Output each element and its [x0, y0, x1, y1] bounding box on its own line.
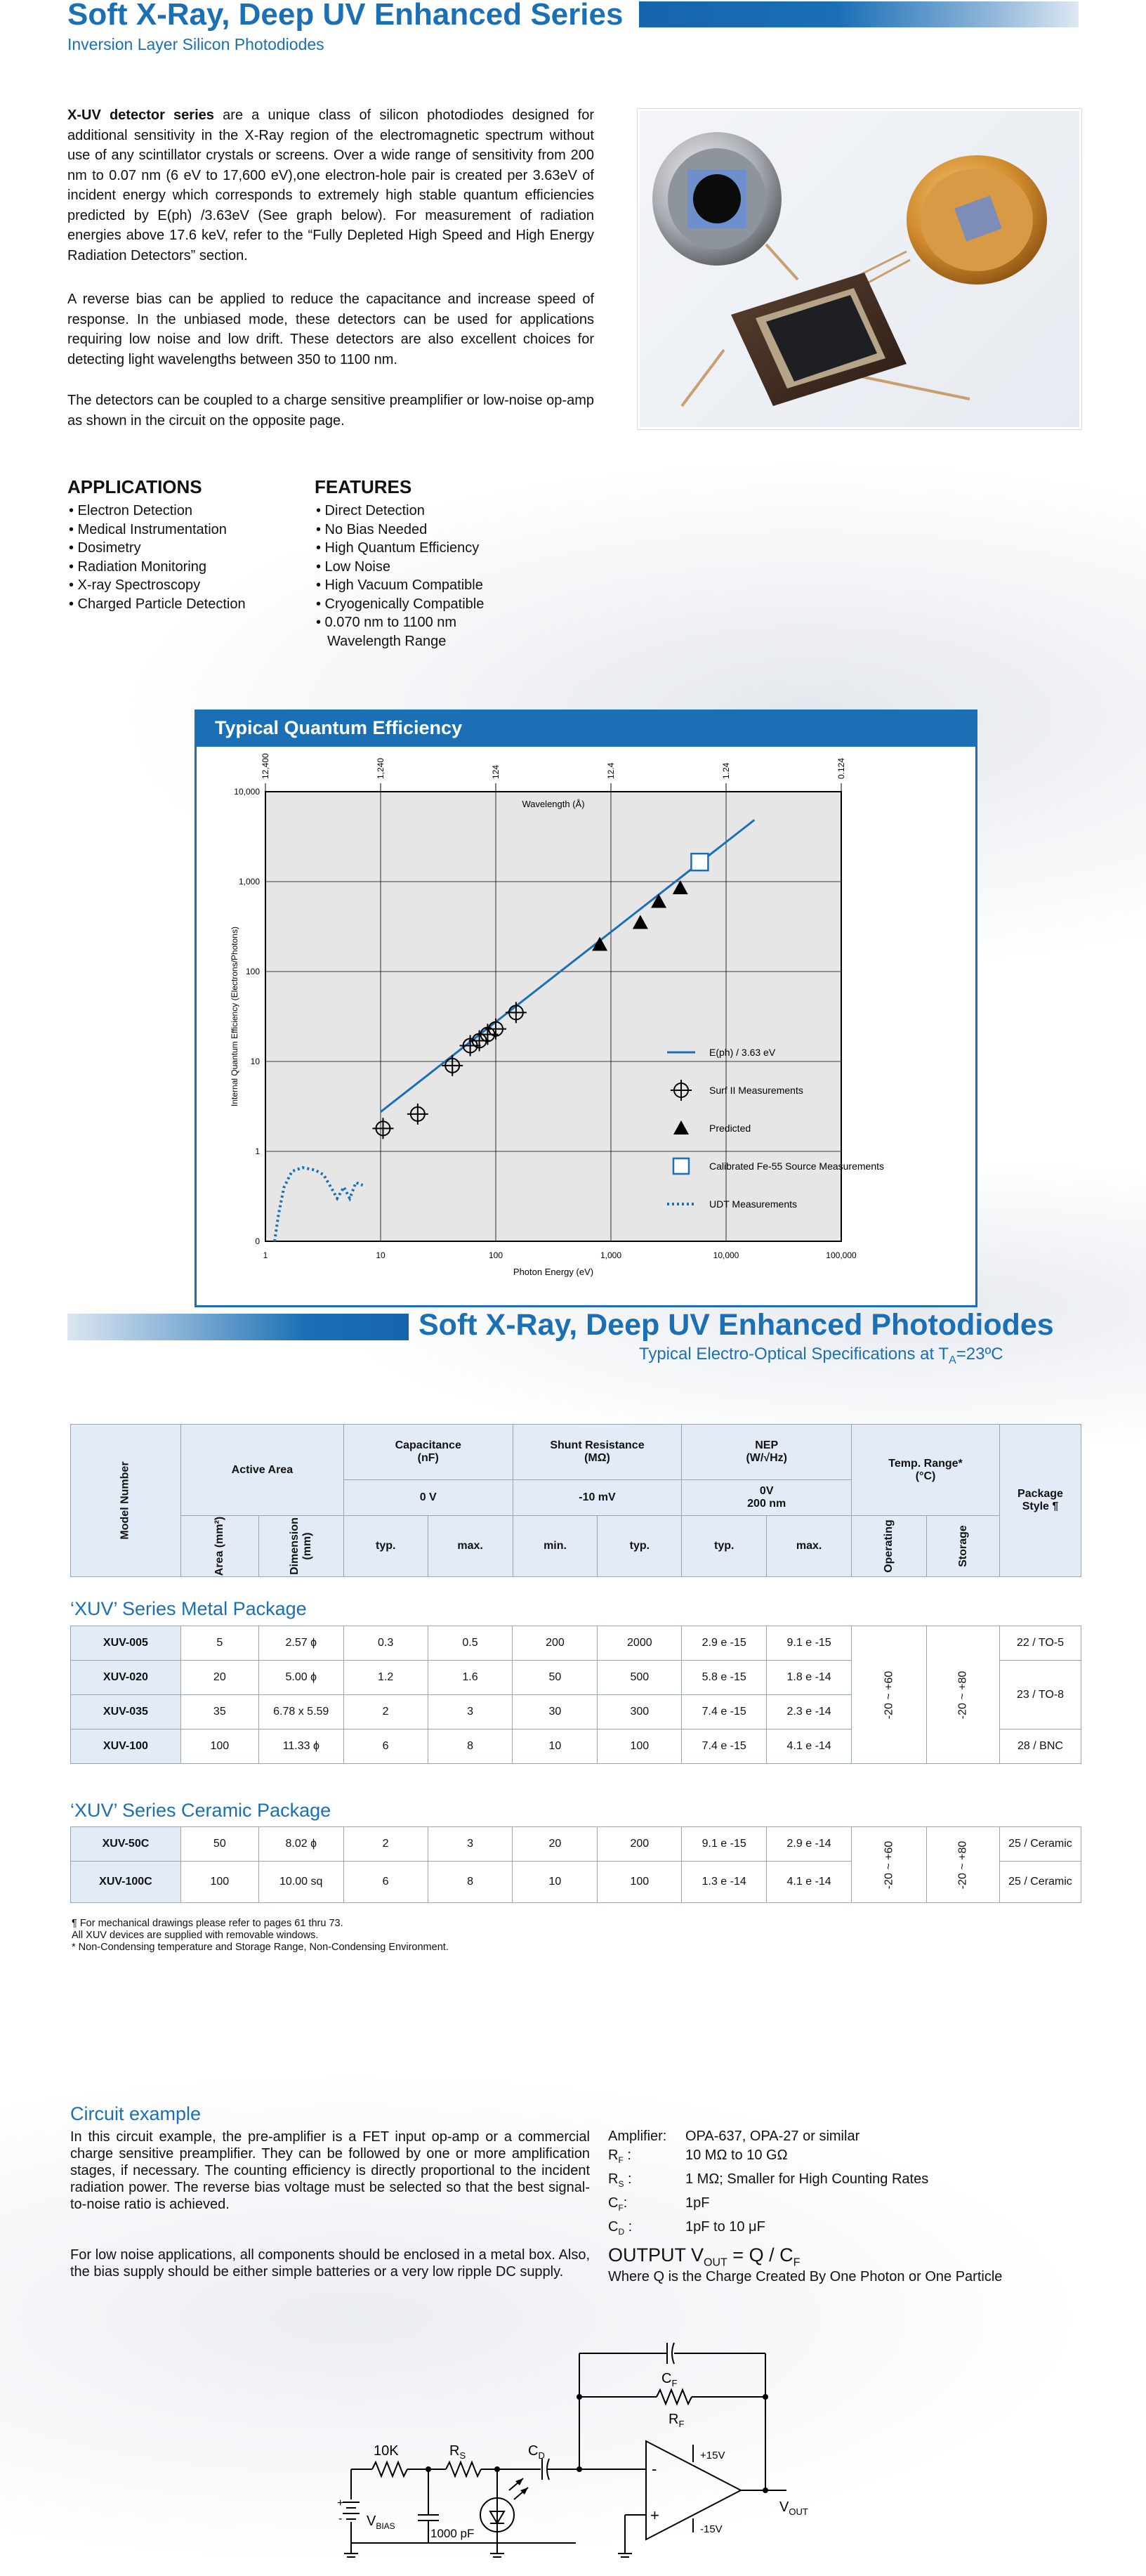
th-nep: NEP (W/√Hz)	[682, 1425, 852, 1480]
spec-line: $C_F$: 1pF	[608, 2195, 710, 2213]
quantum-efficiency-chart	[195, 710, 977, 1307]
th-area: Area (mm²)	[180, 1516, 258, 1577]
th-dimension: Dimension (mm)	[258, 1516, 343, 1577]
spec-subtitle	[639, 1345, 1003, 1367]
th-min: min.	[513, 1516, 598, 1577]
label-inverting: -	[652, 2460, 657, 2478]
th-max: max.	[428, 1516, 513, 1577]
table-row: XUV-100C 100 10.00 sq 6 8 10 100 1.3 e -14 4.1 e -14 25 / Ceramic	[71, 1862, 1081, 1903]
th-cap-cond: 0 V	[343, 1480, 513, 1516]
x-tick-label: 100,000	[826, 1250, 857, 1260]
th-typ: typ.	[682, 1516, 767, 1577]
y-tick-label: 1,000	[238, 877, 260, 887]
spec-header-table	[70, 1424, 1081, 1577]
intro-bold-lead: X-UV detector series	[67, 107, 214, 123]
circuit-title: Circuit example	[70, 2103, 202, 2124]
list-item: • Low Noise	[316, 558, 390, 575]
list-item: • X-ray Spectroscopy	[69, 577, 201, 593]
table-notes	[72, 1918, 449, 1954]
list-item: Wavelength Range	[327, 633, 447, 649]
legend-swatch-fe55	[673, 1158, 689, 1174]
y-tick-label: 10,000	[234, 787, 260, 797]
th-shunt: Shunt Resistance (MΩ)	[513, 1425, 682, 1480]
circuit-paragraph-2: For low noise applications, all components should be enclosed in a metal box. Also, the bias supply should be either simple batteries or a very low ripple DC supply.	[70, 2247, 590, 2280]
legend-label: E(ph) / 3.63 eV	[709, 1047, 776, 1058]
label-plus15: +15V	[700, 2450, 725, 2461]
spec-title: Soft X-Ray, Deep UV Enhanced Photodiodes	[419, 1308, 1054, 1342]
ceramic-storage: -20 ~ +80	[926, 1827, 999, 1903]
applications-list	[69, 502, 246, 613]
circuit-diagram	[330, 2318, 892, 2561]
circuit-specs	[608, 2127, 1002, 2285]
ceramic-operating: -20 ~ +60	[852, 1827, 927, 1903]
spec-subtitle-end: =23ºC	[956, 1345, 1003, 1364]
th-typ: typ.	[598, 1516, 682, 1577]
y-tick-label: 0	[255, 1236, 260, 1246]
metal-storage: -20 ~ +80	[927, 1626, 1000, 1764]
th-typ: typ.	[343, 1516, 428, 1577]
legend-label: Surf II Measurements	[709, 1085, 803, 1096]
features-list	[316, 502, 484, 650]
data-point-fe55	[691, 854, 708, 870]
th-active-area: Active Area	[180, 1425, 343, 1516]
x-tick-label: 10	[376, 1250, 386, 1260]
label-rs: $R_S$	[449, 2443, 466, 2461]
header-accent-bar	[639, 1, 1079, 27]
legend-label: Predicted	[709, 1123, 751, 1134]
y-axis-label: Internal Quantum Efficiency (Electrons/Photons)	[230, 927, 239, 1106]
intro-paragraph-3: The detectors can be coupled to a charge sensitive preamplifier or low-noise op-amp as shown in the circuit on the opposite page.	[67, 393, 594, 429]
metal-section-title: ‘XUV’ Series Metal Package	[70, 1598, 307, 1619]
metal-operating: -20 ~ +60	[852, 1626, 927, 1764]
list-item: • Dosimetry	[69, 540, 141, 556]
intro-paragraph-2: A reverse bias can be applied to reduce the capacitance and increase speed of response. In the unbiased mode, these detectors can be used for applications requiring low noise and low drift. These detectors are also excellent choices for detecting light wavelengths between 350 to 1100 nm.	[67, 292, 594, 367]
label-vbias: $V_{BIAS}$	[367, 2513, 395, 2531]
spec-line: $R_S$ : 1 MΩ; Smaller for High Counting Rates	[608, 2171, 929, 2189]
list-item: • Medical Instrumentation	[69, 521, 227, 537]
table-row: XUV-50C 50 8.02 ɸ 2 3 20 200 9.1 e -15 2.9 e -14 -20 ~ +60 -20 ~ +80 25 / Ceramic	[71, 1827, 1081, 1862]
page-title: Soft X-Ray, Deep UV Enhanced Series	[67, 0, 624, 32]
x-tick-label: 1,000	[600, 1250, 622, 1260]
ceramic-section-title: ‘XUV’ Series Ceramic Package	[70, 1800, 331, 1821]
list-item: • Electron Detection	[69, 503, 192, 518]
list-item: • No Bias Needed	[316, 521, 428, 537]
note: ¶ For mechanical drawings please refer to pages 61 thru 73.	[72, 1918, 343, 1929]
output-note: Where Q is the Charge Created By One Photon or One Particle	[608, 2269, 1003, 2285]
note: All XUV devices are supplied with removable windows.	[72, 1930, 319, 1941]
table-row: XUV-020 20 5.00 ɸ 1.2 1.6 50 500 5.8 e -15 1.8 e -14 23 / TO-8	[71, 1661, 1081, 1695]
label-10k: 10K	[374, 2443, 399, 2459]
top-tick-label: 12,400	[261, 753, 270, 779]
metal-table	[70, 1626, 1081, 1764]
table-row: XUV-100 100 11.33 ɸ 6 8 10 100 7.4 e -15 4.1 e -14 28 / BNC	[71, 1730, 1081, 1764]
spec-subtitle-sub: A	[949, 1354, 956, 1366]
list-item: • Radiation Monitoring	[69, 558, 206, 575]
th-temp: Temp. Range* (°C)	[852, 1425, 1000, 1516]
label-noninverting: +	[650, 2506, 659, 2524]
legend-label: UDT Measurements	[709, 1198, 798, 1210]
battery-minus: -	[338, 2513, 343, 2525]
circuit-paragraph-1: In this circuit example, the pre-amplifier is a FET input op-amp or a commercial charge sensitive preamplifier. They can be followed by one or more amplification stages, if necessary. The counting efficiency is directly proportional to the incident radiation power. The reverse bias voltage must be selected so that the best signal-to-noise ratio is achieved.	[70, 2129, 590, 2212]
label-1000pf: 1000 pF	[430, 2527, 475, 2540]
y-tick-label: 10	[250, 1057, 260, 1066]
spec-line: $C_D$ : 1pF to 10 μF	[608, 2219, 765, 2237]
list-item: • High Vacuum Compatible	[316, 577, 483, 593]
features-title: FEATURES	[315, 476, 412, 497]
list-item: • Direct Detection	[316, 503, 425, 518]
y-tick-label: 1	[255, 1146, 260, 1156]
list-item: • Charged Particle Detection	[69, 596, 246, 612]
plot-area	[265, 792, 841, 1241]
applications-title: APPLICATIONS	[67, 476, 202, 497]
spec-line: Amplifier: OPA-637, OPA-27 or similar	[608, 2129, 860, 2144]
x-tick-label: 100	[488, 1250, 503, 1260]
intro-text-1: are a unique class of silicon photodiodes designed for additional sensitivity in the X-Ray region of the electromagnetic spectrum without use of any scintillator crystals or screens. Over a wide range of sensitivity from 200 nm to 0.07 nm (6 eV to 17,600 eV),one electron-hole pair is created per 3.63eV of incident energy which corresponds to extremely high stable quantum efficiencies predicted by E(ph) /3.63eV (See graph below). For measurement of radiation energies above 17.6 keV, refer to the “Fully Depleted High Speed and High Energy Radiation Detectors” section.	[67, 107, 594, 263]
label-vout: $V_{OUT}$	[779, 2499, 808, 2517]
photodiode-illustration	[640, 111, 1079, 427]
th-nep-cond: 0V 200 nm	[682, 1480, 852, 1516]
top-tick-label: 124	[491, 764, 501, 779]
th-model: Model Number	[71, 1425, 181, 1577]
legend-label: Calibrated Fe-55 Source Measurements	[709, 1160, 885, 1172]
y-tick-label: 100	[245, 967, 260, 976]
list-item: • 0.070 nm to 1100 nm	[316, 615, 457, 630]
spec-line: $R_F$ : 10 MΩ to 10 GΩ	[608, 2147, 788, 2165]
top-tick-label: 0.124	[836, 757, 846, 779]
label-rf: $R_F$	[668, 2412, 685, 2429]
spec-subtitle-text: Typical Electro-Optical Specifications at T	[639, 1345, 949, 1364]
intro-paragraph-1	[67, 105, 594, 266]
product-photo	[638, 109, 1081, 429]
page-subtitle: Inversion Layer Silicon Photodiodes	[67, 35, 324, 53]
output-formula: OUTPUT $V_{OUT} = Q / C_F$	[608, 2244, 801, 2269]
ceramic-table	[70, 1826, 1081, 1903]
note: * Non-Condensing temperature and Storage Range, Non-Condensing Environment.	[72, 1942, 449, 1953]
label-cf: $C_F$	[661, 2371, 678, 2388]
label-minus15: -15V	[700, 2523, 723, 2535]
x-tick-label: 10,000	[713, 1250, 739, 1260]
th-package: Package Style ¶	[999, 1425, 1081, 1577]
label-cd: $C_D$	[528, 2443, 545, 2461]
top-tick-label: 1.24	[721, 762, 731, 779]
x-tick-label: 1	[263, 1250, 268, 1260]
list-item: • High Quantum Efficiency	[316, 540, 480, 556]
top-tick-label: 1,240	[376, 757, 386, 779]
top-tick-label: 12.4	[606, 762, 616, 779]
table-row: XUV-035 35 6.78 x 5.59 2 3 30 300 7.4 e -15 2.3 e -14	[71, 1695, 1081, 1730]
header2-accent-bar	[67, 1314, 409, 1340]
table-row: XUV-005 5 2.57 ɸ 0.3 0.5 200 2000 2.9 e -15 9.1 e -15 -20 ~ +60 -20 ~ +80 22 / TO-5	[71, 1626, 1081, 1661]
chart-title: Typical Quantum Efficiency	[215, 717, 463, 738]
th-storage: Storage	[927, 1516, 1000, 1577]
battery-plus: +	[337, 2497, 344, 2509]
th-operating: Operating	[852, 1516, 927, 1577]
top-axis-label: Wavelength (Å)	[522, 799, 585, 809]
th-capacitance: Capacitance (nF)	[343, 1425, 513, 1480]
chart-plot	[197, 747, 971, 1302]
x-axis-label: Photon Energy (eV)	[513, 1267, 594, 1277]
th-shunt-cond: -10 mV	[513, 1480, 682, 1516]
th-max: max.	[767, 1516, 852, 1577]
list-item: • Cryogenically Compatible	[316, 596, 485, 612]
